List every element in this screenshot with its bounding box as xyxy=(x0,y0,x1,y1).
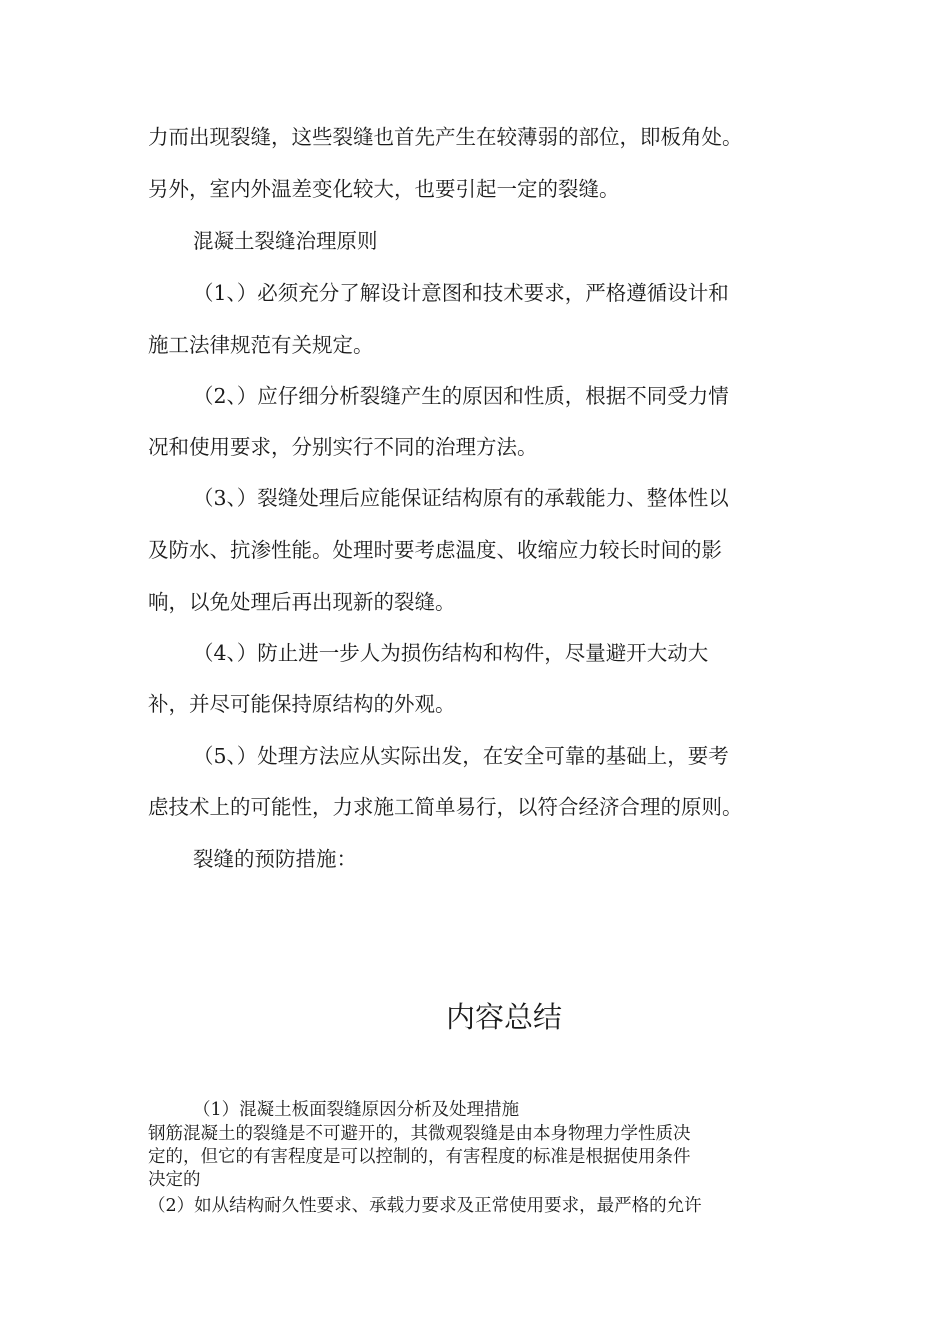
body-line: （2、）应仔细分析裂缝产生的原因和性质，根据不同受力情 xyxy=(193,384,729,408)
body-line: （1、）必须充分了解设计意图和技术要求，严格遵循设计和 xyxy=(193,281,729,305)
body-line: 及防水、抗渗性能。处理时要考虑温度、收缩应力较长时间的影 xyxy=(148,538,722,562)
body-line: 力而出现裂缝，这些裂缝也首先产生在较薄弱的部位，即板角处。 xyxy=(148,125,743,149)
body-line: 施工法律规范有关规定。 xyxy=(148,333,374,357)
body-line: 虑技术上的可能性，力求施工简单易行，以符合经济合理的原则。 xyxy=(148,795,743,819)
summary-line: （1）混凝土板面裂缝原因分析及处理措施 xyxy=(193,1100,520,1120)
summary-line: （2）如从结构耐久性要求、承载力要求及正常使用要求，最严格的允许 xyxy=(148,1196,702,1216)
body-line: 补，并尽可能保持原结构的外观。 xyxy=(148,692,456,716)
body-line: 另外，室内外温差变化较大，也要引起一定的裂缝。 xyxy=(148,177,620,201)
summary-line: 钢筋混凝土的裂缝是不可避开的，其微观裂缝是由本身物理力学性质决 xyxy=(148,1124,691,1144)
summary-line: 定的，但它的有害程度是可以控制的，有害程度的标准是根据使用条件 xyxy=(148,1147,691,1167)
body-line: 况和使用要求，分别实行不同的治理方法。 xyxy=(148,435,538,459)
section-heading: 混凝土裂缝治理原则 xyxy=(193,229,378,253)
summary-title: 内容总结 xyxy=(445,1000,562,1034)
summary-line: 决定的 xyxy=(148,1170,201,1190)
body-line: （5、）处理方法应从实际出发，在安全可靠的基础上，要考 xyxy=(193,744,729,768)
section-heading: 裂缝的预防措施： xyxy=(193,847,357,871)
body-line: （4、）防止进一步人为损伤结构和构件，尽量避开大动大 xyxy=(193,641,709,665)
body-line: （3、）裂缝处理后应能保证结构原有的承载能力、整体性以 xyxy=(193,486,729,510)
body-line: 响，以免处理后再出现新的裂缝。 xyxy=(148,590,456,614)
